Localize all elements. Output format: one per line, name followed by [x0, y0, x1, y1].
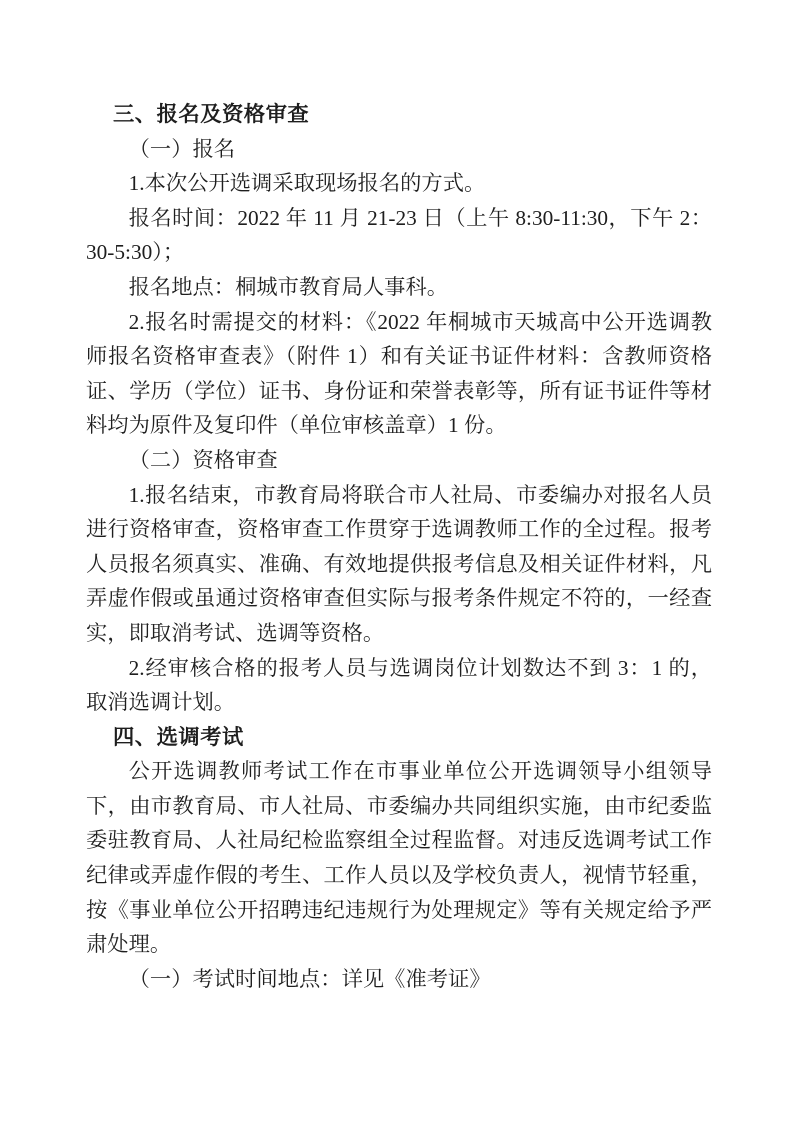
paragraph-line-para-registration-method: 1.本次公开选调采取现场报名的方式。 [128, 171, 486, 196]
paragraph-line-para-exam-organization-2: 下，由市教育局、市人社局、市委编办共同组织实施，由市纪委监 [86, 793, 712, 818]
paragraph-line-para-required-materials-3: 证、学历（学位）证书、身份证和荣誉表彰等，所有证书证件等材 [86, 378, 712, 403]
paragraph-line-para-qualification-review-3: 人员报名须真实、准确、有效地提供报考信息及相关证件材料，凡 [86, 551, 712, 576]
section-heading-line-section-3-heading: 三、报名及资格审查 [113, 102, 310, 126]
paragraph-line-para-qualification-review-1: 1.报名结束，市教育局将联合市人社局、市委编办对报名人员 [128, 482, 712, 507]
paragraph-line-para-registration-place: 报名地点：桐城市教育局人事科。 [128, 274, 449, 299]
paragraph-line-para-qualification-review-5: 实，即取消考试、选调等资格。 [86, 620, 385, 645]
document-body [86, 97, 712, 996]
paragraph-line-para-required-materials-4: 料均为原件及复印件（单位审核盖章）1 份。 [86, 413, 507, 438]
paragraph-line-para-required-materials-1: 2.报名时需提交的材料：《2022 年桐城市天城高中公开选调教 [128, 309, 712, 334]
paragraph-line-para-required-materials-2: 师报名资格审查表》（附件 1）和有关证书证件材料：含教师资格 [86, 344, 712, 369]
paragraph-line-para-qualification-review-4: 弄虚作假或虽通过资格审查但实际与报考条件规定不符的，一经查 [86, 586, 712, 611]
section-heading-line-section-4-heading: 四、选调考试 [113, 724, 244, 749]
paragraph-line-para-registration-time-2: 30-5:30）； [86, 240, 185, 265]
paragraph-line-para-exam-organization-1: 公开选调教师考试工作在市事业单位公开选调领导小组领导 [128, 759, 712, 784]
paragraph-line-subsection-4-1-title: （一）考试时间地点：详见《准考证》 [128, 966, 491, 991]
paragraph-line-para-qualification-review-2: 进行资格审查，资格审查工作贯穿于选调教师工作的全过程。报考 [86, 517, 712, 542]
paragraph-line-para-exam-organization-6: 肃处理。 [86, 932, 172, 957]
paragraph-line-subsection-3-2-title: （二）资格审查 [128, 447, 278, 472]
paragraph-line-para-ratio-requirement-1: 2.经审核合格的报考人员与选调岗位计划数达不到 3：1 的， [128, 655, 712, 680]
paragraph-line-subsection-3-1-title: （一）报名 [128, 136, 236, 161]
paragraph-line-para-exam-organization-5: 按《事业单位公开招聘违纪违规行为处理规定》等有关规定给予严 [86, 897, 712, 922]
paragraph-line-para-registration-time-1: 报名时间：2022 年 11 月 21-23 日（上午 8:30-11:30，下午 2： [128, 205, 712, 230]
paragraph-line-para-ratio-requirement-2: 取消选调计划。 [86, 690, 236, 715]
paragraph-line-para-exam-organization-3: 委驻教育局、人社局纪检监察组全过程监督。对违反选调考试工作 [86, 828, 712, 853]
paragraph-line-para-exam-organization-4: 纪律或弄虚作假的考生、工作人员以及学校负责人，视情节轻重， [86, 863, 712, 888]
